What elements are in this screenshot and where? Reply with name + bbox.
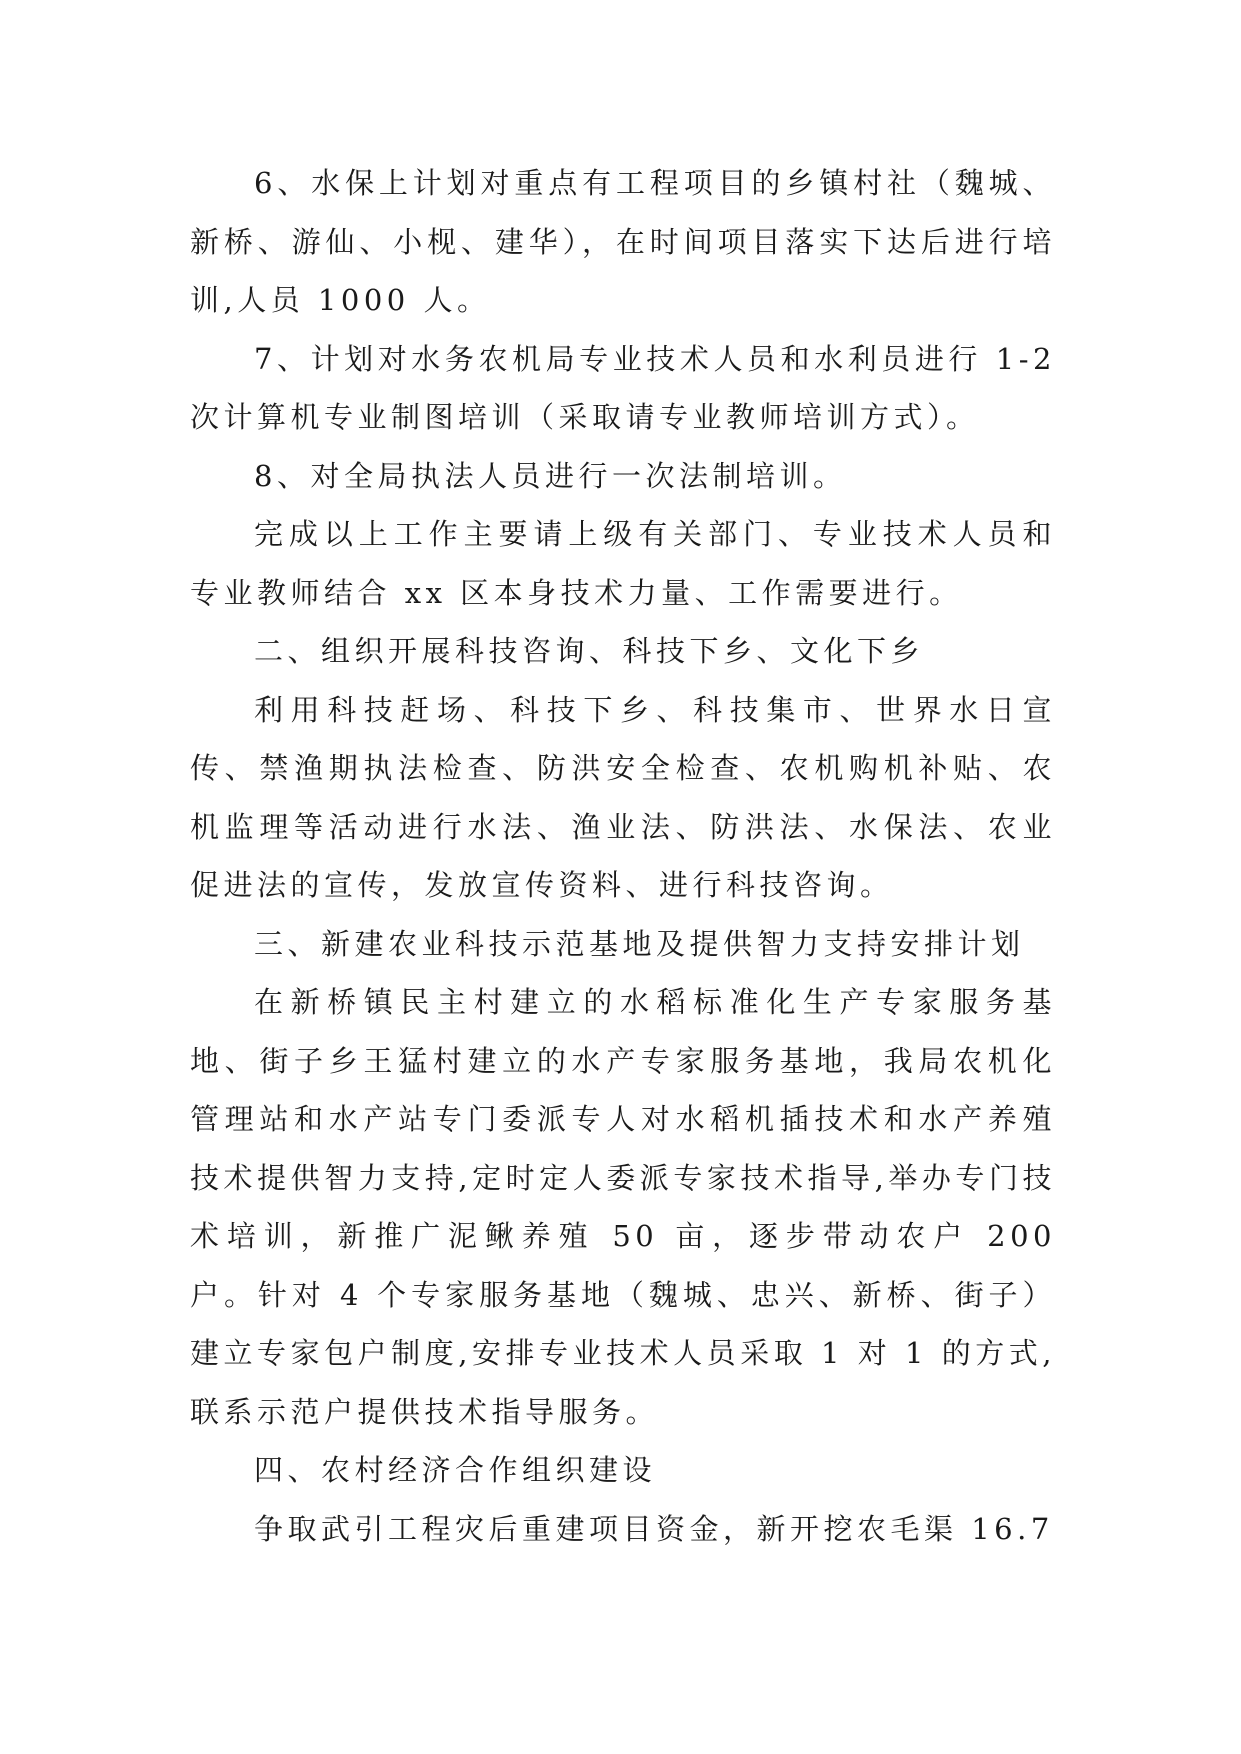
section-heading-3: 三、新建农业科技示范基地及提供智力支持安排计划 — [254, 926, 1025, 961]
paragraph-item-6: 6、水保上计划对重点有工程项目的乡镇村社（魏城、新桥、游仙、小枧、建华），在时间项目落实下达后进行培训,人员 1000 人。 — [190, 166, 1056, 317]
paragraph-item-7: 7、计划对水务农机局专业技术人员和水利员进行 1-2 次计算机专业制图培训（采取请专业教师培训方式）。 — [190, 341, 1056, 434]
paragraph-item-8: 8、对全局执法人员进行一次法制培训。 — [254, 458, 847, 493]
paragraph-section-3-body: 在新桥镇民主村建立的水稻标准化生产专家服务基地、街子乡王猛村建立的水产专家服务基地，我局农机化管理站和水产站专门委派专人对水稻机插技术和水产养殖技术提供智力支持,定时定人委派专家技术指导,举办专门技术培训，新推广泥鳅养殖 50 亩，逐步带动农户 200 户。针对 4 个专家服务基地（魏城、忠兴、新桥、街子）建立专家包户制度,安排专业技术人员采取 1 对 1 的方式,联系示范户提供技术指导服务。 — [190, 985, 1056, 1429]
paragraph-section-2-body: 利用科技赶场、科技下乡、科技集市、世界水日宣传、禁渔期执法检查、防洪安全检查、农机购机补贴、农机监理等活动进行水法、渔业法、防洪法、水保法、农业促进法的宣传，发放宣传资料、进行科技咨询。 — [190, 692, 1056, 902]
paragraph-section-4-body: 争取武引工程灾后重建项目资金，新开挖农毛渠 16.7 — [254, 1511, 1054, 1546]
section-heading-2: 二、组织开展科技咨询、科技下乡、文化下乡 — [254, 634, 925, 668]
document-body — [190, 154, 1056, 1558]
section-heading-4: 四、农村经济合作组织建设 — [254, 1453, 657, 1487]
paragraph-summary: 完成以上工作主要请上级有关部门、专业技术人员和专业教师结合 xx 区本身技术力量、工作需要进行。 — [190, 517, 1056, 610]
